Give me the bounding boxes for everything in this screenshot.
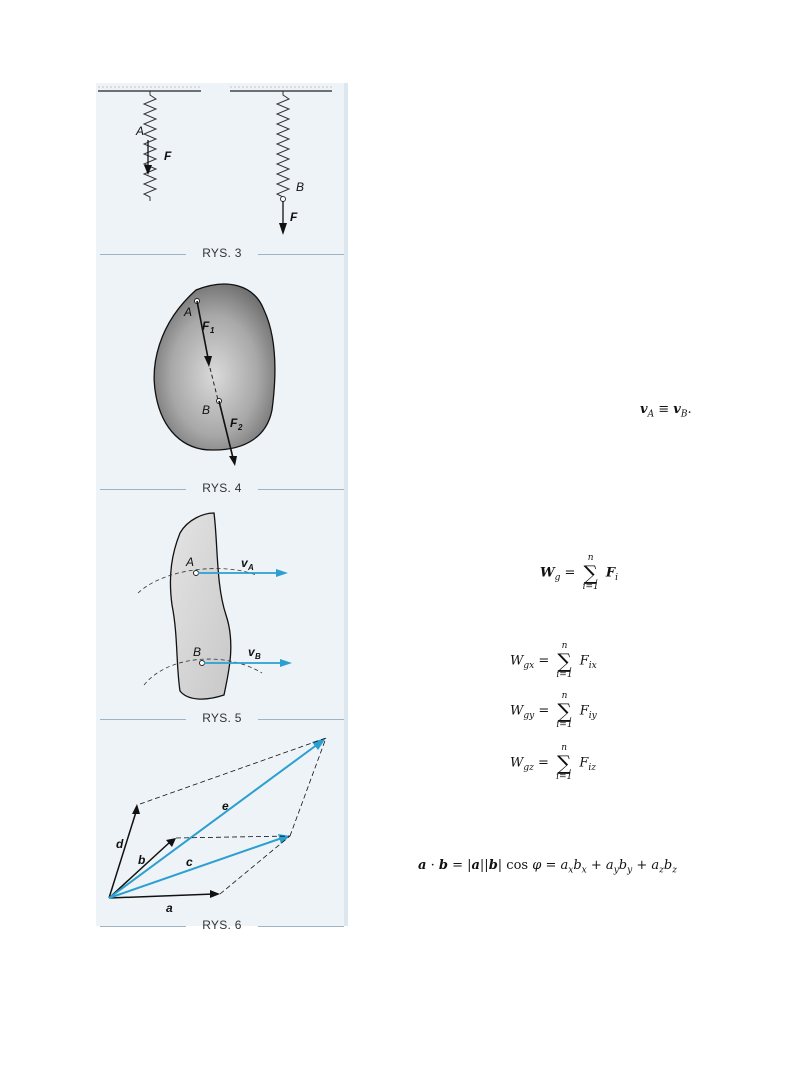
point-b-marker bbox=[281, 197, 286, 202]
caption-rys6: RYS. 6 bbox=[202, 918, 242, 932]
label-va: v bbox=[241, 556, 248, 570]
label-b: B bbox=[193, 645, 202, 659]
caption-rys4: RYS. 4 bbox=[202, 481, 242, 495]
label-b: b bbox=[138, 853, 146, 867]
translation-diagram bbox=[96, 505, 348, 720]
vector-c-arrowhead bbox=[278, 834, 290, 844]
label-a: A bbox=[184, 305, 193, 319]
label-va-sub: A bbox=[248, 563, 254, 572]
label-b: B bbox=[202, 403, 211, 417]
label-a: A bbox=[136, 124, 145, 138]
velocity-vb-arrowhead bbox=[280, 659, 292, 667]
dashed-d-to-e bbox=[140, 738, 326, 804]
label-b: B bbox=[296, 180, 305, 194]
figure-translation bbox=[96, 505, 348, 725]
label-vb: v bbox=[248, 645, 255, 659]
eq-resultant-z: $W_{gz}$ = n ∑ i=1 $F_{iz}$ bbox=[510, 743, 597, 782]
rigid-body-shape bbox=[154, 284, 275, 450]
eq-resultant-vector: $W_g$ = n ∑ i=1 $F_i$ bbox=[540, 553, 618, 592]
eq-dot-product: a · b = |a||b| $\cos \varphi = a_xb_x + a_yb_y + a_zb_z$ bbox=[418, 858, 677, 876]
label-e: e bbox=[222, 799, 229, 813]
vector-d-arrowhead bbox=[132, 804, 140, 814]
label-f1-sub: 1 bbox=[210, 326, 215, 335]
figure-springs bbox=[96, 83, 348, 263]
label-f-right: F bbox=[290, 210, 298, 224]
force-f2-arrowhead bbox=[229, 456, 237, 466]
vector-e bbox=[109, 744, 318, 898]
vector-c bbox=[109, 838, 282, 898]
rigid-body-shape bbox=[170, 513, 230, 699]
label-f2: F bbox=[230, 416, 238, 430]
label-c: c bbox=[186, 855, 193, 869]
figure-vector-sum bbox=[96, 728, 348, 933]
label-f-left: F bbox=[164, 149, 172, 163]
figure-body-forces bbox=[96, 270, 348, 495]
label-vb-sub: B bbox=[255, 652, 261, 661]
label-d: d bbox=[116, 837, 124, 851]
vector-a-arrowhead bbox=[210, 890, 220, 898]
eq-resultant-y: $W_{gy}$ = n ∑ i=1 $F_{iy}$ bbox=[510, 691, 597, 730]
body-forces-diagram bbox=[96, 270, 348, 490]
caption-rys3: RYS. 3 bbox=[202, 246, 242, 260]
label-a: A bbox=[186, 555, 195, 569]
spring-a bbox=[144, 91, 156, 201]
spring-b bbox=[277, 91, 289, 199]
vector-b-arrowhead bbox=[166, 838, 176, 847]
eq-velocity-equal: $v_A \equiv v_B$. bbox=[640, 402, 692, 420]
eq-resultant-x: $W_{gx}$ = n ∑ i=1 $F_{ix}$ bbox=[510, 641, 597, 680]
dashed-a-to-c bbox=[220, 836, 290, 894]
point-b-marker bbox=[200, 661, 205, 666]
springs-diagram bbox=[96, 83, 348, 263]
vector-a bbox=[109, 894, 214, 898]
point-a-marker bbox=[194, 571, 199, 576]
label-f1: F bbox=[202, 319, 210, 333]
vector-sum-diagram bbox=[96, 728, 348, 933]
force-arrowhead-b bbox=[279, 223, 287, 235]
label-a: a bbox=[166, 901, 173, 915]
label-f2-sub: 2 bbox=[238, 423, 243, 432]
caption-rys5: RYS. 5 bbox=[202, 711, 242, 725]
dashed-c-to-e bbox=[290, 738, 326, 836]
velocity-va-arrowhead bbox=[276, 569, 288, 577]
